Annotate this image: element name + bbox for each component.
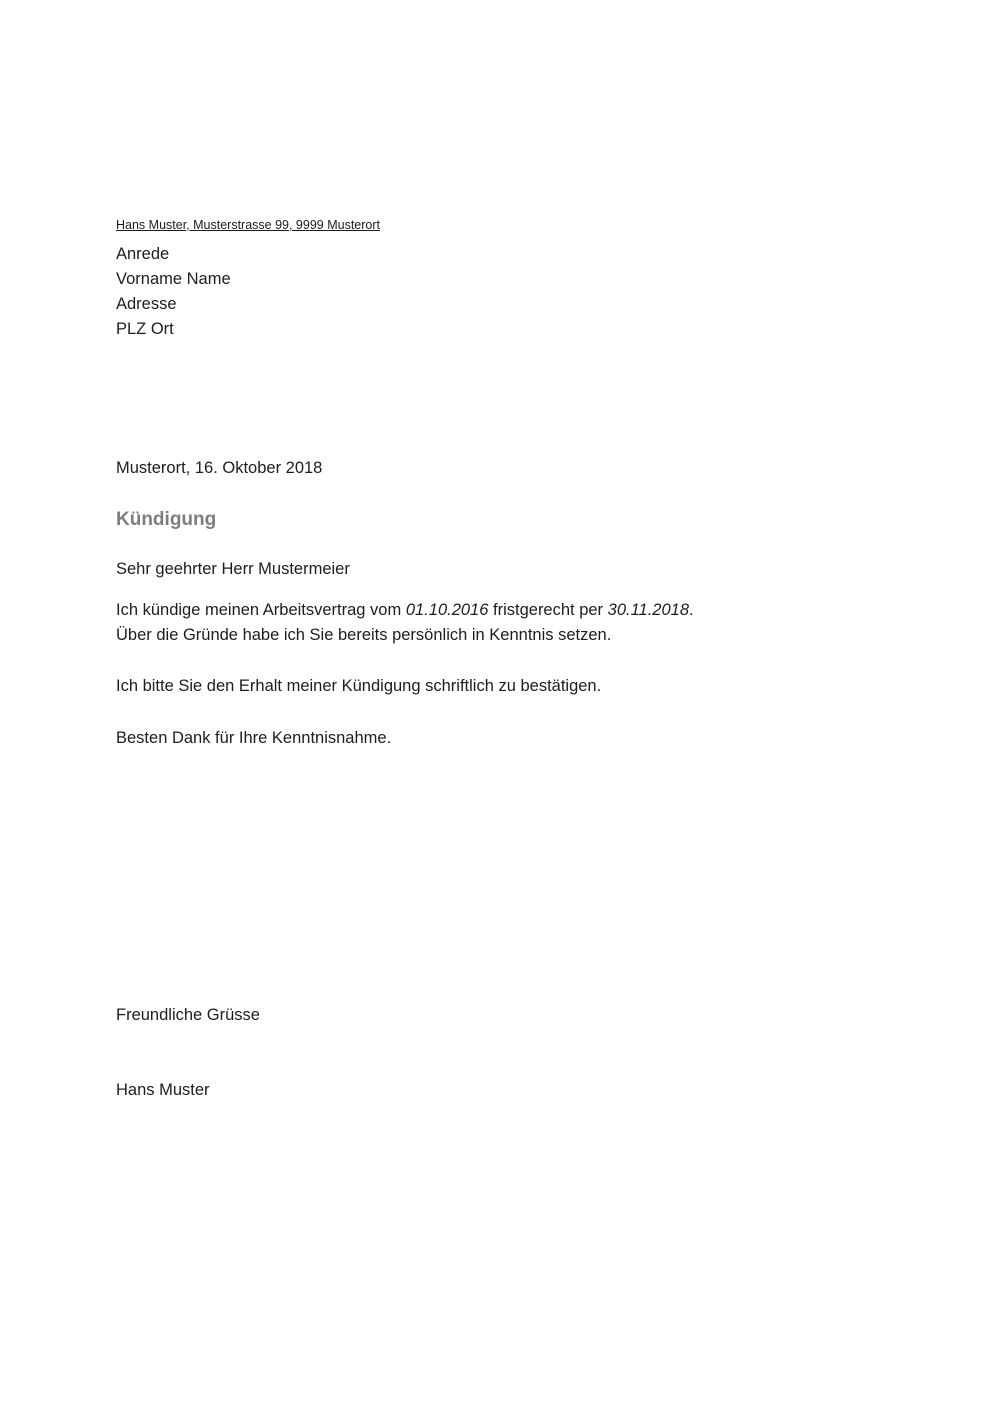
termination-end-date: 30.11.2018 xyxy=(607,601,689,619)
recipient-city-placeholder: PLZ Ort xyxy=(116,320,174,338)
signature-name: Hans Muster xyxy=(116,1081,210,1099)
recipient-street-placeholder: Adresse xyxy=(116,295,177,313)
recipient-salutation-placeholder: Anrede xyxy=(116,245,170,263)
paragraph-confirmation-request: Ich bitte Sie den Erhalt meiner Kündigung schriftlich zu bestätigen. xyxy=(116,677,602,695)
termination-start-date: 01.10.2016 xyxy=(405,601,489,619)
termination-text-period: . xyxy=(689,601,694,619)
termination-text-start: Ich kündige meinen Arbeitsvertrag vom xyxy=(116,601,406,619)
termination-text-middle: fristgerecht per xyxy=(488,601,608,619)
paragraph-termination xyxy=(116,598,872,648)
letter-heading: Kündigung xyxy=(116,509,217,530)
salutation-line: Sehr geehrter Herr Mustermeier xyxy=(116,560,350,578)
recipient-address-block xyxy=(116,242,872,342)
recipient-name-placeholder: Vorname Name xyxy=(116,270,231,288)
sender-line: Hans Muster, Musterstrasse 99, 9999 Musterort xyxy=(116,218,380,232)
place-date-line: Musterort, 16. Oktober 2018 xyxy=(116,459,323,477)
paragraph-thanks: Besten Dank für Ihre Kenntnisnahme. xyxy=(116,729,392,747)
termination-text-line2: Über die Gründe habe ich Sie bereits persönlich in Kenntnis setzen. xyxy=(116,626,612,644)
closing-line: Freundliche Grüsse xyxy=(116,1006,260,1024)
